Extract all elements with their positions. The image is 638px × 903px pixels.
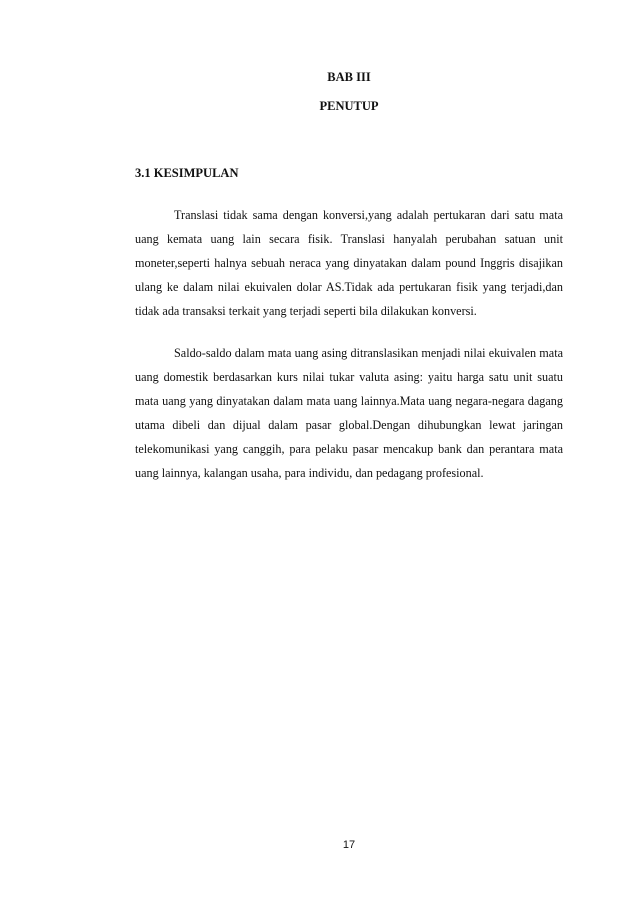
section-heading: 3.1 KESIMPULAN	[135, 166, 239, 180]
page-number: 17	[342, 839, 356, 851]
chapter-number: BAB III	[327, 70, 371, 84]
paragraph-1: Translasi tidak sama dengan konversi,yang adalah pertukaran dari satu mata uang kemata uang lain secara fisik. Translasi hanyalah perubahan satuan unit moneter,seperti halnya sebuah neraca yang dinyatakan dalam pound Inggris disajikan ulang ke dalam nilai ekuivalen dolar AS.Tidak ada pertukaran fisik yang terjadi,dan tidak ada transaksi terkait yang terjadi seperti bila dilakukan konversi.	[135, 208, 563, 318]
chapter-title: PENUTUP	[319, 99, 379, 113]
paragraph-2: Saldo-saldo dalam mata uang asing ditranslasikan menjadi nilai ekuivalen mata uang domestik berdasarkan kurs nilai tukar valuta asing: yaitu harga satu unit suatu mata uang yang dinyatakan dalam mata uang lainnya.Mata uang negara-negara dagang utama dibeli dan dijual dalam pasar global.Dengan dihubungkan lewat jaringan telekomunikasi yang canggih, para pelaku pasar mencakup bank dan perantara mata uang lainnya, kalangan usaha, para individu, dan pedagang profesional.	[135, 346, 563, 480]
